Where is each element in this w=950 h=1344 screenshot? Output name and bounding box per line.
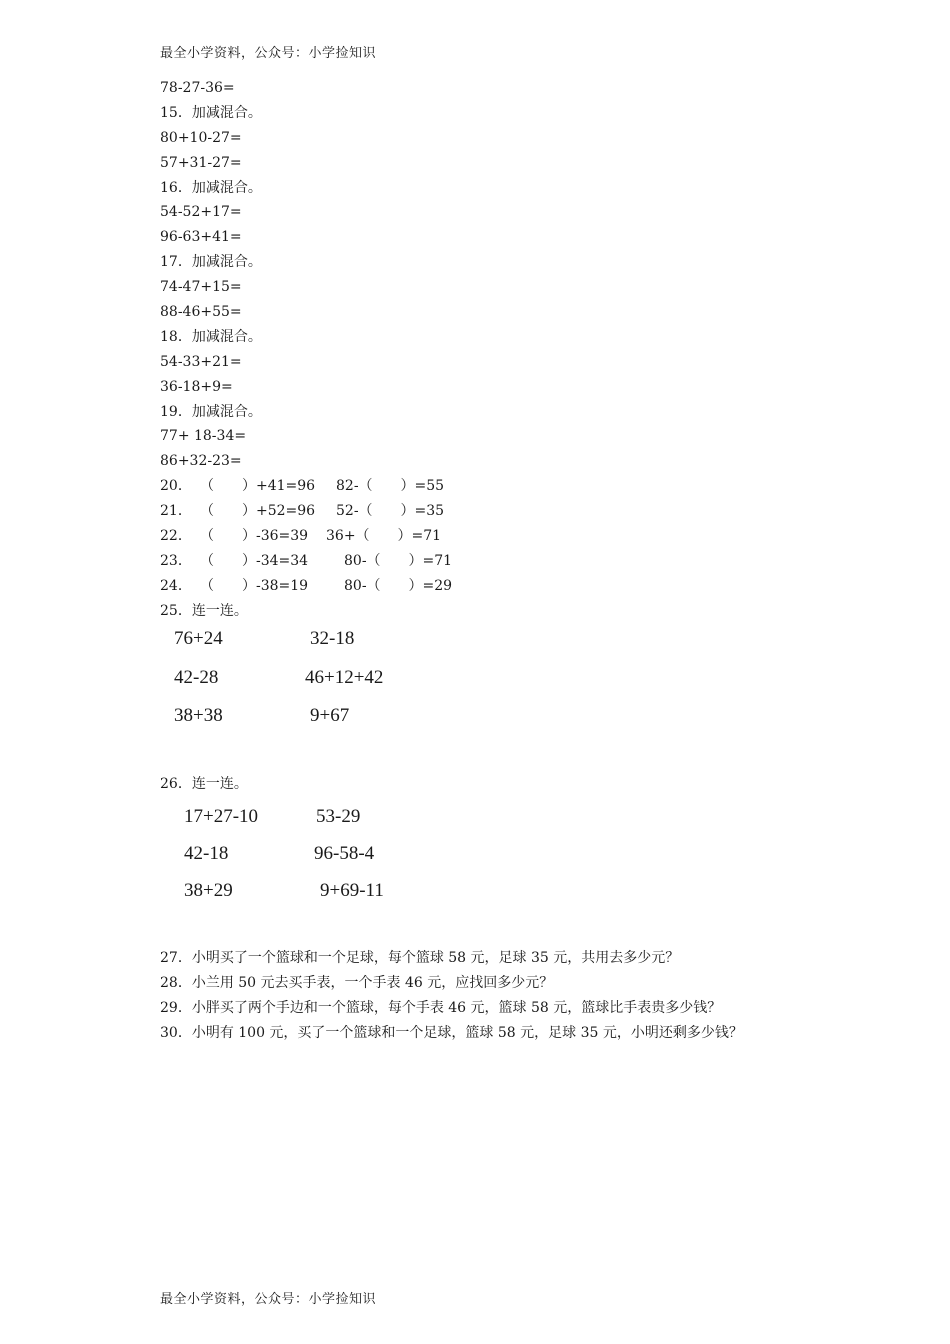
- match-left-item: 17+27-10: [184, 806, 259, 827]
- fill-blank-row: [160, 524, 800, 549]
- match-right-item: 32-18: [310, 628, 355, 649]
- text-line: 77+ 18-34=: [160, 428, 247, 445]
- text-line: 74-47+15=: [160, 279, 242, 296]
- fill-left: （ ）-38=19: [200, 577, 309, 594]
- word-problem: 29．小胖买了两个手边和一个篮球，每个手表 46 元，篮球 58 元，篮球比手表贵多少钱？: [160, 999, 722, 1016]
- word-problem: 27．小明买了一个篮球和一个足球，每个篮球 58 元，足球 35 元，共用去多少元？: [160, 950, 680, 966]
- word-problems: [160, 946, 796, 1046]
- fill-right: 80-（ ）=29: [344, 577, 453, 594]
- page-footer: 最全小学资料，公众号：小学捡知识: [160, 1292, 377, 1307]
- match-right-item: 46+12+42: [305, 667, 384, 688]
- fill-right: 80-（ ）=71: [344, 552, 453, 569]
- match-left-item: 38+29: [184, 880, 233, 901]
- fill-blank-row: [160, 499, 800, 524]
- text-line: 88-46+55=: [160, 304, 242, 321]
- fill-blank-row: [160, 574, 800, 599]
- text-line: 86+32-23=: [160, 453, 242, 470]
- match-right-item: 53-29: [316, 806, 361, 827]
- fill-right: 36+（ ）=71: [326, 528, 442, 545]
- question-number: 22．: [160, 528, 192, 545]
- question-title: 17．加减混合。: [160, 254, 262, 271]
- word-problem: 30．小明有 100 元，买了一个篮球和一个足球，篮球 58 元，足球 35 元，小明还剩多少钱？: [160, 1024, 743, 1041]
- word-problem: 28．小兰用 50 元去买手表，一个手表 46 元，应找回多少元？: [160, 974, 554, 991]
- match-right-item: 9+69-11: [320, 880, 384, 901]
- text-line: 54-52+17=: [160, 204, 242, 221]
- fill-blank-row: [160, 549, 800, 574]
- match-left-item: 76+24: [174, 628, 223, 649]
- match-left-item: 42-28: [174, 667, 219, 688]
- match-left-item: 42-18: [184, 843, 229, 864]
- question-number: 23．: [160, 552, 192, 569]
- text-line: 54-33+21=: [160, 353, 242, 370]
- match-right-item: 9+67: [310, 705, 350, 726]
- fill-right: 52-（ ）=35: [336, 503, 445, 520]
- fill-left: （ ）-34=34: [200, 552, 309, 569]
- text-line: 36-18+9=: [160, 378, 233, 395]
- question-number: 20．: [160, 478, 192, 495]
- text-line: 96-63+41=: [160, 229, 242, 246]
- fill-left: （ ）+41=96: [200, 478, 316, 495]
- question-number: 21．: [160, 503, 192, 520]
- fill-left: （ ）+52=96: [200, 503, 316, 520]
- text-line: 80+10-27=: [160, 129, 242, 146]
- page-header: 最全小学资料，公众号：小学捡知识: [160, 46, 377, 61]
- question-title: 18．加减混合。: [160, 328, 262, 345]
- match-right-item: 96-58-4: [314, 843, 375, 864]
- match-left-item: 38+38: [174, 705, 223, 726]
- question-title: 26．连一连。: [160, 776, 248, 792]
- text-line: 57+31-27=: [160, 154, 242, 171]
- q26-title-block: [160, 772, 800, 797]
- fill-blank-row: [160, 474, 800, 499]
- question-title: 16．加减混合。: [160, 179, 262, 196]
- arithmetic-lines: [160, 76, 800, 624]
- question-title: 25．连一连。: [160, 602, 248, 619]
- fill-right: 82-（ ）=55: [336, 478, 445, 495]
- question-title: 15．加减混合。: [160, 104, 262, 121]
- question-title: 19．加减混合。: [160, 403, 262, 420]
- fill-left: （ ）-36=39: [200, 528, 309, 545]
- text-line: 78-27-36=: [160, 80, 235, 96]
- question-number: 24．: [160, 577, 192, 594]
